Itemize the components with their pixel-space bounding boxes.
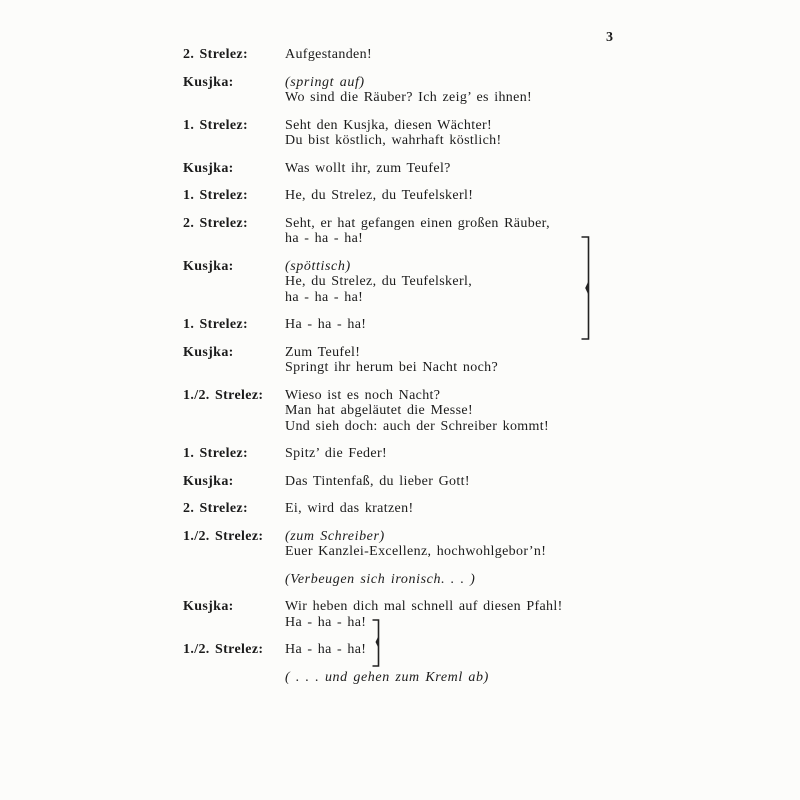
speech-lines <box>285 47 743 63</box>
page-number: 3 <box>606 30 614 45</box>
speaker-name: Kusjka: <box>183 258 234 274</box>
dialogue-line: Ha - ha - ha! <box>285 642 367 657</box>
stage-direction-line: ( . . . und gehen zum Kreml ab) <box>285 669 489 685</box>
speech-block <box>183 572 743 588</box>
dialogue-line: Du bist köstlich, wahrhaft köstlich! <box>285 133 502 148</box>
speech-block <box>183 388 743 435</box>
dialogue-line: Wieso ist es noch Nacht? <box>285 387 441 403</box>
repeat-bracket-small-icon <box>368 618 384 668</box>
speaker-name: 1. Strelez: <box>183 446 248 461</box>
dialogue-line: Wir heben dich mal schnell auf diesen Pfahl! <box>285 599 563 614</box>
speech-lines <box>285 161 743 177</box>
dialogue-content <box>183 47 743 697</box>
speech-lines <box>285 474 743 490</box>
speech-block <box>183 216 743 247</box>
speech-block <box>183 317 743 333</box>
speaker-name: 1./2. Strelez: <box>183 642 264 657</box>
speech-lines <box>285 642 743 658</box>
dialogue-line: He, du Strelez, du Teufelskerl, <box>285 274 473 289</box>
speech-block <box>183 161 743 177</box>
dialogue-line: Wo sind die Räuber? Ich zeig’ es ihnen! <box>285 90 533 105</box>
stage-direction-line: (zum Schreiber) <box>285 528 385 544</box>
dialogue-line: Spitz’ die Feder! <box>285 446 387 461</box>
speaker-name: 1./2. Strelez: <box>183 387 264 403</box>
speech-block <box>183 118 743 149</box>
speech-lines <box>285 317 743 333</box>
speech-lines <box>285 501 743 517</box>
speech-block <box>183 345 743 376</box>
speaker-name: Kusjka: <box>183 160 234 176</box>
dialogue-line: ha - ha - ha! <box>285 231 364 246</box>
dialogue-line: Seht den Kusjka, diesen Wächter! <box>285 117 493 133</box>
speech-lines <box>285 529 743 560</box>
speaker-name: 2. Strelez: <box>183 47 248 62</box>
speech-block <box>183 47 743 63</box>
stage-direction-line: (spöttisch) <box>285 258 351 274</box>
speech-lines <box>285 345 743 376</box>
speech-block <box>183 188 743 204</box>
speaker-name: Kusjka: <box>183 74 234 90</box>
dialogue-line: Ha - ha - ha! <box>285 614 367 630</box>
speech-lines <box>285 670 743 686</box>
speech-block <box>183 474 743 490</box>
dialogue-line: Springt ihr herum bei Nacht noch? <box>285 360 499 375</box>
speech-block <box>183 259 743 306</box>
dialogue-line: Euer Kanzlei-Excellenz, hochwohlgebor’n! <box>285 544 547 559</box>
dialogue-line: Aufgestanden! <box>285 47 372 62</box>
speech-lines <box>285 259 743 306</box>
speech-block <box>183 446 743 462</box>
speech-lines <box>285 216 743 247</box>
dialogue-line: Seht, er hat gefangen einen großen Räuber, <box>285 215 550 231</box>
speech-block <box>183 501 743 517</box>
speech-lines <box>285 118 743 149</box>
speaker-name: 1. Strelez: <box>183 117 248 133</box>
dialogue-line: Man hat abgeläutet die Messe! <box>285 403 473 418</box>
speaker-name: 1. Strelez: <box>183 317 248 332</box>
speaker-name: Kusjka: <box>183 599 234 614</box>
speaker-name: 2. Strelez: <box>183 215 248 231</box>
speech-block <box>183 642 743 658</box>
dialogue-line: Ha - ha - ha! <box>285 317 367 332</box>
dialogue-line: Was wollt ihr, zum Teufel? <box>285 160 451 176</box>
speech-block <box>183 529 743 560</box>
speech-block <box>183 670 743 686</box>
speech-lines <box>285 188 743 204</box>
speaker-name: Kusjka: <box>183 344 234 360</box>
speech-block <box>183 75 743 106</box>
dialogue-line: ha - ha - ha! <box>285 289 364 305</box>
speaker-name: 2. Strelez: <box>183 501 248 516</box>
speaker-name: Kusjka: <box>183 473 234 489</box>
speaker-name: 1. Strelez: <box>183 188 248 203</box>
speech-lines <box>285 388 743 435</box>
speaker-name: 1./2. Strelez: <box>183 528 264 544</box>
dialogue-line: Ei, wird das kratzen! <box>285 501 414 516</box>
speech-block <box>183 599 743 630</box>
dialogue-line: Zum Teufel! <box>285 344 361 360</box>
speech-lines <box>285 572 743 588</box>
dialogue-line: He, du Strelez, du Teufelskerl! <box>285 188 474 203</box>
dialogue-line: Und sieh doch: auch der Schreiber kommt! <box>285 418 550 434</box>
repeat-bracket-large-icon <box>578 235 594 341</box>
speech-lines <box>285 599 743 630</box>
stage-direction-line: (springt auf) <box>285 74 365 90</box>
stage-direction-line: (Verbeugen sich ironisch. . . ) <box>285 571 476 587</box>
speech-lines <box>285 446 743 462</box>
dialogue-line: Das Tintenfaß, du lieber Gott! <box>285 473 470 489</box>
speech-lines <box>285 75 743 106</box>
